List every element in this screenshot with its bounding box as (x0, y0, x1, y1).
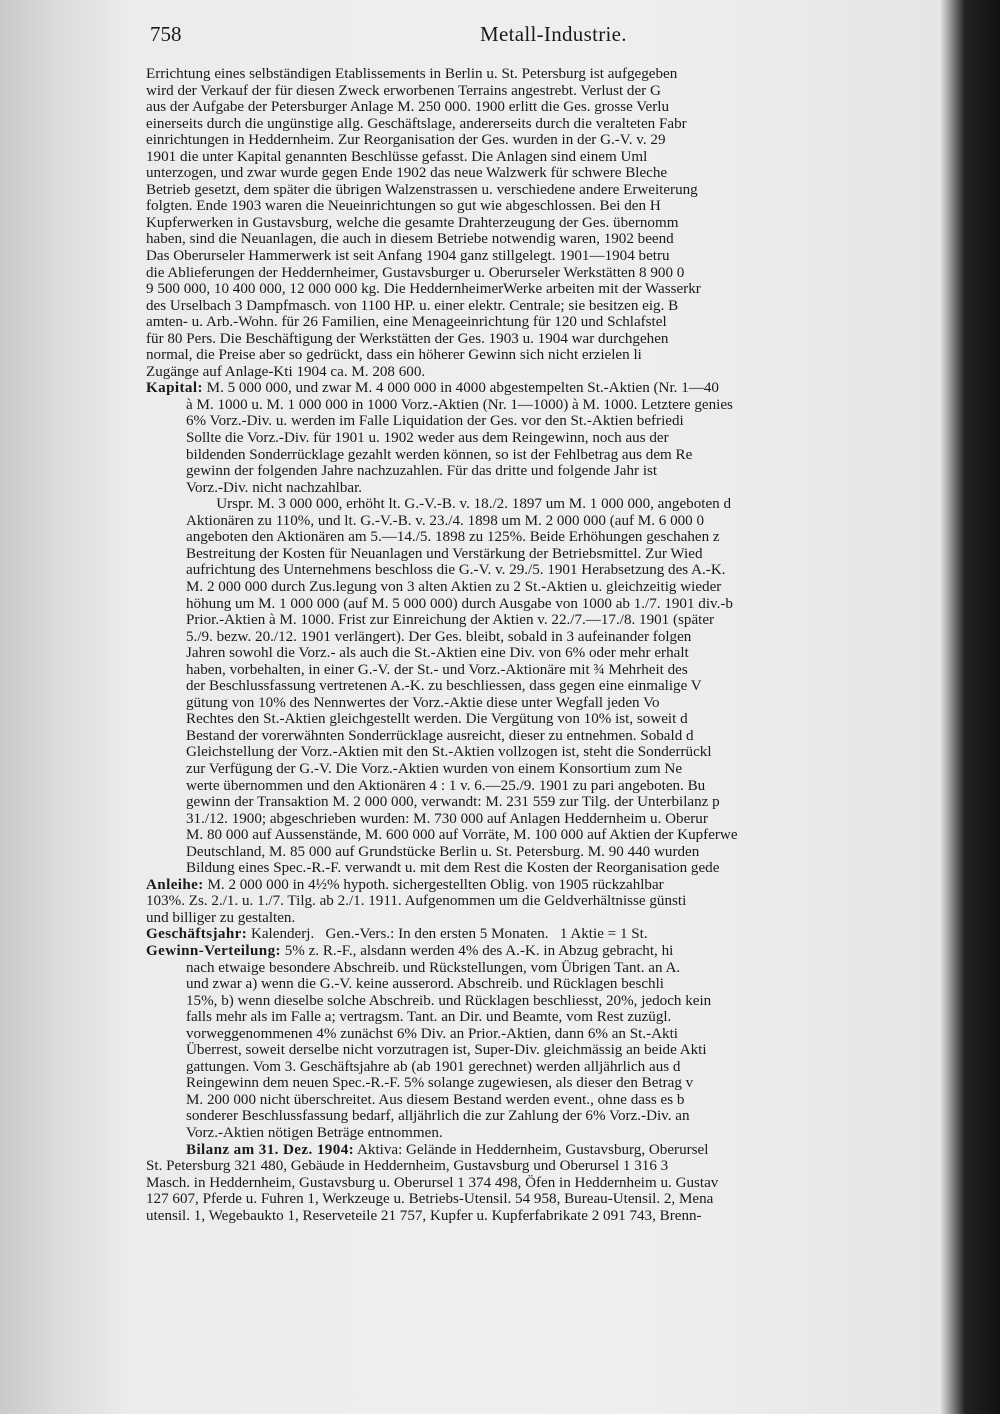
line-text: unterzogen, und zwar wurde gegen Ende 1902 das neue Walzwerk für schwere Bleche (146, 165, 668, 182)
line-text: Masch. in Heddernheim, Gustavsburg u. Oberursel 1 374 498, Öfen in Heddernheim u. Gustav (146, 1174, 719, 1191)
text-line (146, 1075, 946, 1092)
text-line (146, 99, 946, 116)
text-line (146, 711, 946, 728)
line-text: gattungen. Vom 3. Geschäftsjahre ab (ab 1901 gerechnet) werden alljährlich aus d (186, 1058, 681, 1075)
line-text: höhung um M. 1 000 000 (auf M. 5 000 000) durch Ausgabe von 1000 ab 1./7. 1901 div.-b (186, 595, 733, 612)
section-label: Geschäftsjahr: (146, 926, 248, 943)
line-text: sonderer Beschlussfassung bedarf, alljährlich die zur Zahlung der 6% Vorz.-Div. an (186, 1108, 690, 1125)
text-line (146, 596, 946, 613)
text-line (146, 1191, 946, 1208)
text-line (146, 926, 946, 943)
line-text: Gleichstellung der Vorz.-Aktien mit den St.-Aktien vollzogen ist, steht die Sonderrückl (186, 744, 712, 761)
line-text: gewinn der Transaktion M. 2 000 000, verwandt: M. 231 559 zur Tilg. der Unterbilanz p (186, 794, 720, 811)
line-text: und billiger zu gestalten. (146, 909, 296, 926)
line-text: werte übernommen und den Aktionären 4 : 1 v. 6.—25./9. 1901 zu pari angeboten. Bu (186, 777, 706, 794)
text-line (146, 1208, 946, 1225)
line-text: Rechtes den St.-Aktien gleichgestellt werden. Die Vergütung von 10% ist, soweit d (186, 711, 688, 728)
text-line (146, 132, 946, 149)
line-text: M. 2 000 000 in 4½% hypoth. sichergestellten Oblig. von 1905 rückzahlbar (203, 876, 664, 893)
body-text (146, 66, 946, 1224)
text-line (146, 298, 946, 315)
line-text: 6% Vorz.-Div. u. werden im Falle Liquidation der Ges. vor den St.-Aktien befriedi (186, 413, 684, 430)
line-text: und zwar a) wenn die G.-V. keine ausserord. Abschreib. und Rücklagen beschli (186, 976, 664, 993)
line-text: Das Oberurseler Hammerwerk ist seit Anfang 1904 ganz stillgelegt. 1901—1904 betru (146, 248, 670, 265)
line-text: angeboten den Aktionären am 5.—14./5. 1898 zu 125%. Beide Erhöhungen geschahen z (186, 529, 720, 546)
text-line (146, 678, 946, 695)
line-text: Kupferwerken in Gustavsburg, welche die gesamte Drahterzeugung der Ges. übernomm (146, 214, 679, 231)
text-line (146, 1142, 946, 1159)
text-line (146, 893, 946, 910)
text-line (146, 281, 946, 298)
text-line (146, 231, 946, 248)
text-line (146, 1092, 946, 1109)
line-text: Reingewinn dem neuen Spec.-R.-F. 5% solange zugewiesen, als dieser den Betrag v (186, 1075, 694, 1092)
line-text: falls mehr als im Falle a; vertragsm. Tant. an Dir. und Beamte, vom Rest zuzügl. (186, 1009, 672, 1026)
text-line (146, 562, 946, 579)
text-line (146, 1009, 946, 1026)
text-line (146, 761, 946, 778)
line-text: Prior.-Aktien à M. 1000. Frist zur Einreichung der Aktien v. 22./7.—17./8. 1901 (später (186, 612, 715, 629)
text-line (146, 811, 946, 828)
line-text: wird der Verkauf der für diesen Zweck erworbenen Terrains angestrebt. Verlust der G (146, 82, 661, 99)
line-text: Urspr. M. 3 000 000, erhöht lt. G.-V.-B. v. 18./2. 1897 um M. 1 000 000, angeboten d (186, 496, 732, 513)
text-line (146, 778, 946, 795)
text-line (146, 66, 946, 83)
line-text: vorweggenommenen 4% zunächst 6% Div. an Prior.-Aktien, dann 6% an St.-Akti (186, 1025, 678, 1042)
line-text: 5./9. bezw. 20./12. 1901 verlängert). Der Ges. bleibt, sobald in 3 aufeinander folgen (186, 628, 692, 645)
text-line (146, 480, 946, 497)
text-line (146, 1108, 946, 1125)
line-text: gütung von 10% des Nennwertes der Vorz.-Aktie diese unter Wegfall jeden Vo (186, 694, 660, 711)
text-line (146, 695, 946, 712)
line-text: bildenden Sonderrücklage gezahlt werden können, so ist der Fehlbetrag aus dem Re (186, 446, 693, 463)
section-label: Gewinn-Verteilung: (146, 942, 281, 959)
text-line (146, 397, 946, 414)
text-line (146, 645, 946, 662)
running-head: Metall-Industrie. (480, 22, 627, 46)
text-line (146, 364, 946, 381)
text-line (146, 744, 946, 761)
text-line (146, 579, 946, 596)
text-line (146, 546, 946, 563)
text-line (146, 976, 946, 993)
line-text: 5% z. R.-F., alsdann werden 4% des A.-K. in Abzug gebracht, hi (280, 942, 674, 959)
text-line (146, 960, 946, 977)
line-text: 9 500 000, 10 400 000, 12 000 000 kg. Die HeddernheimerWerke arbeiten mit der Wasserkr (146, 281, 701, 298)
text-line (146, 413, 946, 430)
text-line (146, 430, 946, 447)
line-text: einrichtungen in Heddernheim. Zur Reorganisation der Ges. wurden in der G.-V. v. 29 (146, 132, 666, 149)
section-label: Anleihe: (146, 876, 204, 893)
line-text: Deutschland, M. 85 000 auf Grundstücke Berlin u. St. Petersburg. M. 90 440 wurden (186, 843, 700, 860)
line-text: aufrichtung des Unternehmens beschloss die G.-V. v. 29./5. 1901 Herabsetzung des A.-K. (186, 562, 726, 579)
line-text: Überrest, soweit derselbe nicht vorzutragen ist, Super-Div. gleichmässig an beide Akti (186, 1042, 707, 1059)
line-text: Betrieb gesetzt, dem später die übrigen Walzenstrassen u. verschiedene andere Erweiterung (146, 181, 698, 198)
text-line (146, 1158, 946, 1175)
text-line (146, 629, 946, 646)
text-line (146, 215, 946, 232)
line-text: Errichtung eines selbständigen Etablissements in Berlin u. St. Petersburg ist aufgegeben (146, 66, 678, 82)
line-text: zur Verfügung der G.-V. Die Vorz.-Aktien wurden von einem Konsortium zum Ne (186, 760, 683, 777)
text-line (146, 529, 946, 546)
line-text: M. 80 000 auf Aussenstände, M. 600 000 auf Vorräte, M. 100 000 auf Aktien der Kupferwe (186, 827, 738, 844)
line-text: 127 607, Pferde u. Fuhren 1, Werkzeuge u. Betriebs-Utensil. 54 958, Bureau-Utensil. 2, Mena (146, 1191, 714, 1208)
line-text: 15%, b) wenn dieselbe solche Abschreib. und Rücklagen beschliesst, 20%, jedoch kein (186, 992, 712, 1009)
line-text: Bestand der vorerwähnten Sonderrücklage ausreicht, dieser zu entnehmen. Sobald d (186, 727, 694, 744)
line-text: Jahren sowohl die Vorz.- als auch die St.-Aktien eine Div. von 6% oder mehr erhalt (186, 645, 689, 662)
text-line (146, 447, 946, 464)
line-text: 1901 die unter Kapital genannten Beschlüsse gefasst. Die Anlagen sind einem Uml (146, 148, 648, 165)
line-text: nach etwaige besondere Abschreib. und Rückstellungen, vom Übrigen Tant. an A. (186, 959, 681, 976)
text-line (146, 380, 946, 397)
line-text: der Beschlussfassung vertretenen A.-K. zu beschliessen, dass gegen eine einmalige V (186, 678, 702, 695)
line-text: Vorz.-Aktien nötigen Beträge entnommen. (186, 1125, 443, 1141)
section-label: Bilanz am 31. Dez. 1904: (186, 1141, 355, 1158)
line-text: M. 2 000 000 durch Zus.legung von 3 alten Aktien zu 2 St.-Aktien u. gleichzeitig wieder (186, 578, 722, 595)
line-text: gewinn der folgenden Jahre nachzuzahlen. Für das dritte und folgende Jahr ist (186, 463, 658, 480)
text-line (146, 182, 946, 199)
text-line (146, 1042, 946, 1059)
text-line (146, 662, 946, 679)
section-label: Kapital: (146, 380, 203, 397)
text-line (146, 1059, 946, 1076)
line-text: 31./12. 1900; abgeschrieben wurden: M. 730 000 auf Anlagen Heddernheim u. Oberur (186, 810, 708, 827)
line-text: für 80 Pers. Die Beschäftigung der Werkstätten der Ges. 1903 u. 1904 war durchgehen (146, 330, 669, 347)
text-line (146, 347, 946, 364)
line-text: Bildung eines Spec.-R.-F. verwandt u. mit dem Rest die Kosten der Reorganisation gede (186, 860, 720, 877)
line-text: Bestreitung der Kosten für Neuanlagen und Verstärkung der Betriebsmittel. Zur Wied (186, 545, 703, 562)
text-line (146, 149, 946, 166)
text-line (146, 116, 946, 133)
line-text: die Ablieferungen der Heddernheimer, Gustavsburger u. Oberurseler Werkstätten 8 900 0 (146, 264, 685, 281)
line-text: Vorz.-Div. nicht nachzahlbar. (186, 479, 363, 496)
line-text: M. 5 000 000, und zwar M. 4 000 000 in 4000 abgestempelten St.-Aktien (Nr. 1—40 (202, 380, 719, 397)
text-line (146, 265, 946, 282)
text-line (146, 943, 946, 960)
text-line (146, 1125, 946, 1142)
text-line (146, 993, 946, 1010)
page-header (150, 22, 950, 52)
line-text: amten- u. Arb.-Wohn. für 26 Familien, eine Menageeinrichtung für 120 und Schlafstel (146, 314, 667, 331)
line-text: einerseits durch die ungünstige allg. Geschäftslage, andererseits durch die veralteten Fabr (146, 115, 687, 132)
line-text: St. Petersburg 321 480, Gebäude in Heddernheim, Gustavsburg und Oberursel 1 316 3 (146, 1158, 669, 1175)
line-text: folgten. Ende 1903 waren die Neueinrichtungen so gut wie abgeschlossen. Bei den H (146, 198, 661, 215)
text-line (146, 83, 946, 100)
text-line (146, 496, 946, 513)
line-text: normal, die Preise aber so gedrückt, dass ein höherer Gewinn sich nicht erzielen li (146, 347, 642, 364)
text-line (146, 612, 946, 629)
page-number: 758 (150, 22, 182, 46)
line-text: Aktiva: Gelände in Heddernheim, Gustavsburg, Oberursel (354, 1141, 709, 1158)
line-text: aus der Aufgabe der Petersburger Anlage M. 250 000. 1900 erlitt die Ges. grosse Verlu (146, 99, 669, 116)
text-line (146, 728, 946, 745)
text-line (146, 1175, 946, 1192)
line-text: Kalenderj. Gen.-Vers.: In den ersten 5 Monaten. 1 Aktie = 1 St. (247, 926, 648, 943)
line-text: des Urselbach 3 Dampfmasch. von 1100 HP. u. einer elektr. Centrale; sie besitzen eig. B (146, 297, 679, 314)
line-text: utensil. 1, Wegebaukto 1, Reserveteile 21 757, Kupfer u. Kupferfabrikate 2 091 743, Brenn- (146, 1207, 702, 1224)
text-line (146, 910, 946, 927)
line-text: à M. 1000 u. M. 1 000 000 in 1000 Vorz.-Aktien (Nr. 1—1000) à M. 1000. Letztere genies (186, 396, 733, 413)
text-line (146, 463, 946, 480)
text-line (146, 513, 946, 530)
text-line (146, 877, 946, 894)
text-line (146, 827, 946, 844)
text-line (146, 794, 946, 811)
line-text: haben, sind die Neuanlagen, die auch in diesem Betriebe notwendig waren, 1902 beend (146, 231, 674, 248)
text-line (146, 860, 946, 877)
text-line (146, 248, 946, 265)
line-text: Zugänge auf Anlage-Kti 1904 ca. M. 208 600. (146, 363, 426, 380)
text-line (146, 844, 946, 861)
text-line (146, 331, 946, 348)
line-text: Aktionären zu 110%, und lt. G.-V.-B. v. 23./4. 1898 um M. 2 000 000 (auf M. 6 000 0 (186, 512, 705, 529)
text-line (146, 1026, 946, 1043)
text-line (146, 165, 946, 182)
line-text: 103%. Zs. 2./1. u. 1./7. Tilg. ab 2./1. 1911. Aufgenommen um die Geldverhältnisse günsti (146, 893, 687, 910)
line-text: M. 200 000 nicht überschreitet. Aus diesem Bestand werden event., ohne dass es b (186, 1091, 685, 1108)
line-text: haben, vorbehalten, in einer G.-V. der St.- und Vorz.-Aktionäre mit ¾ Mehrheit des (186, 661, 688, 678)
line-text: Sollte die Vorz.-Div. für 1901 u. 1902 weder aus dem Reingewinn, noch aus der (186, 430, 669, 447)
text-line (146, 198, 946, 215)
text-line (146, 314, 946, 331)
